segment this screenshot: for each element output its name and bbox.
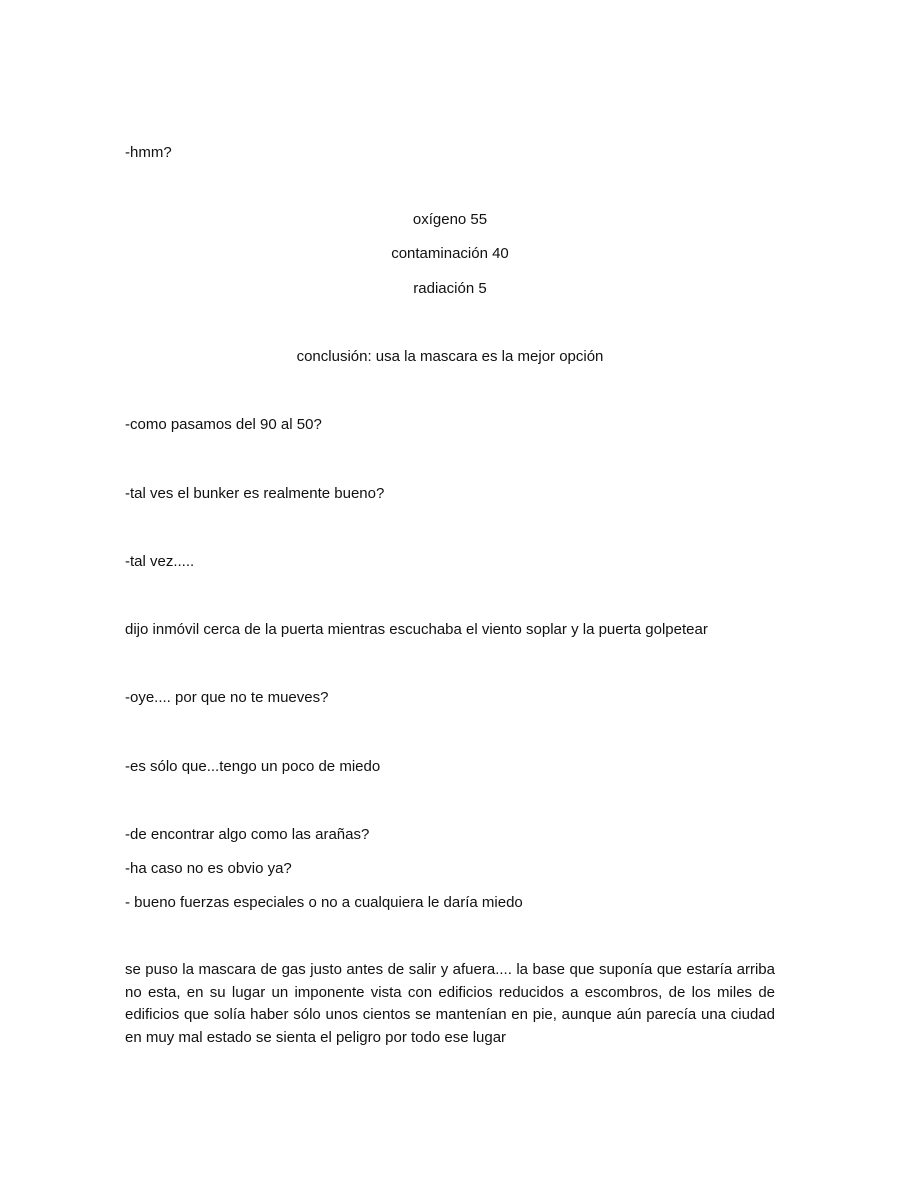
- dialogue-line: -oye.... por que no te mueves?: [125, 689, 329, 706]
- dialogue-line: - bueno fuerzas especiales o no a cualquiera le daría miedo: [125, 894, 523, 911]
- dialogue-line: -tal ves el bunker es realmente bueno?: [125, 485, 385, 502]
- text-line-hmm: -hmm?: [125, 144, 172, 161]
- narration-line: dijo inmóvil cerca de la puerta mientras escuchaba el viento soplar y la puerta golpetear: [125, 621, 708, 638]
- narration-paragraph: se puso la mascara de gas justo antes de salir y afuera.... la base que suponía que estaría arriba no esta, en su lugar un imponente vista con edificios reducidos a escombros, de los miles de edificios que solía haber sólo unos cientos se mantenían en pie, aunque aún parecía una ciudad en muy mal estado se sienta el peligro por todo ese lugar: [125, 961, 775, 1046]
- stat-radiation: radiación 5: [413, 280, 487, 297]
- dialogue-line: -es sólo que...tengo un poco de miedo: [125, 758, 381, 775]
- dialogue-line: -como pasamos del 90 al 50?: [125, 416, 322, 433]
- dialogue-line: -de encontrar algo como las arañas?: [125, 826, 370, 843]
- stat-oxygen: oxígeno 55: [412, 211, 488, 228]
- stat-contamination: contaminación 40: [391, 245, 509, 262]
- conclusion-line: conclusión: usa la mascara es la mejor opción: [296, 348, 604, 365]
- dialogue-line: -tal vez.....: [125, 553, 195, 570]
- dialogue-line: -ha caso no es obvio ya?: [125, 860, 292, 877]
